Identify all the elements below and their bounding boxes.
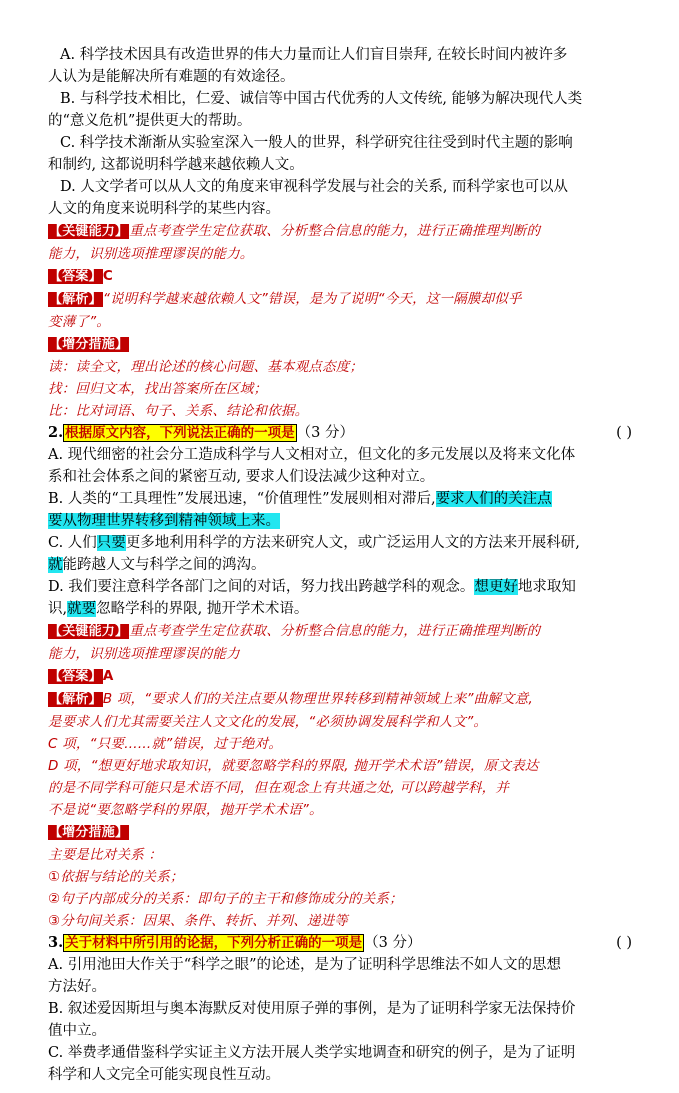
- q2-ability-text: 重点考查学生定位获取、分析整合信息的能力，进行正确推理判断的: [129, 623, 541, 639]
- q2-explain-d3: 不是说“要忽略学科的界限，抛开学术术语”。: [48, 802, 323, 818]
- q1-explain-line2: 变薄了”。: [48, 314, 110, 330]
- q2-option-c-line1: [48, 532, 638, 554]
- q3-option-b-line2: 值中立。: [48, 1023, 106, 1039]
- q1-option-c-line1: C. 科学技术渐渐从实验室深入一般人的世界，科学研究往往受到时代主题的影响: [60, 135, 573, 151]
- q2-option-d-line1: [48, 576, 638, 598]
- answer-tag: 【答案】: [49, 269, 102, 284]
- q2-stem: 根据原文内容，下列说法正确的一项是: [65, 425, 295, 441]
- q2-option-c-text-3: 能跨越人文与科学之间的鸿沟。: [62, 557, 266, 573]
- q2-answer-paren: ( ): [616, 425, 632, 441]
- q3-stem-line: [48, 932, 638, 954]
- q2-option-d-text: D. 我们要注意科学各部门之间的对话，努力找出跨越学科的观念。: [48, 579, 475, 595]
- q1-answer-line: [48, 265, 638, 288]
- q1-option-d-line1: D. 人文学者可以从人文的角度来审视科学发展与社会的关系, 而科学家也可以从: [60, 179, 569, 195]
- explain-tag-2: 【解析】: [49, 692, 102, 707]
- q2-option-c-highlight: 只要: [96, 535, 126, 551]
- q2-score: （3 分）: [296, 425, 354, 441]
- q3-option-a-line2: 方法好。: [48, 979, 106, 995]
- measure-tag: 【增分措施】: [49, 337, 129, 352]
- q2-explain-d2: 的是不同学科可能只是术语不同，但在观念上有共通之处, 可以跨越学科，并: [48, 780, 510, 796]
- q1-measure-tag-line: [48, 333, 638, 356]
- q2-option-d-text-3: 识,: [48, 601, 68, 617]
- q2-option-a-line2: 系和社会体系之间的紧密互动, 要求人们设法减少这种对立。: [48, 469, 435, 485]
- q2-measure-1: ①依据与结论的关系；: [48, 869, 184, 885]
- q2-option-d-highlight-2: 就要: [67, 601, 97, 617]
- q2-option-d-text-4: 忽略学科的界限, 抛开学术术语。: [96, 601, 309, 617]
- q2-option-d-text-2: 地求取知: [517, 579, 576, 595]
- q2-measure-intro: 主要是比对关系 ：: [48, 847, 163, 863]
- q1-ability-line2: 能力，识别选项推理谬误的能力。: [48, 246, 254, 262]
- q2-option-a-line1: A. 现代细密的社会分工造成科学与人文相对立，但文化的多元发展以及将来文化体: [48, 447, 576, 463]
- q2-answer-line: [48, 665, 638, 688]
- q2-ability-line1: [48, 620, 638, 643]
- q2-option-d-line2: [48, 598, 638, 620]
- q2-option-b-text: B. 人类的“工具理性”发展迅速，“价值理性”发展则相对滞后,: [48, 491, 436, 507]
- q2-option-d-highlight: 想更好: [474, 579, 518, 595]
- q2-measure-2: ②句子内部成分的关系：即句子的主干和修饰成分的关系；: [48, 891, 403, 907]
- q1-option-b-line2: 的“意义危机”提供更大的帮助。: [48, 113, 252, 129]
- q1-measure-compare: 比：比对词语、句子、关系、结论和依据。: [48, 403, 309, 419]
- q2-explain-line2: 是要求人们尤其需要关注人文文化的发展，“必须协调发展科学和人文”。: [48, 714, 488, 730]
- explain-tag: 【解析】: [49, 292, 102, 307]
- q2-option-c-highlight-2: 就: [48, 557, 63, 573]
- q1-option-a-line1: A. 科学技术因具有改造世界的伟大力量而让人们盲目崇拜, 在较长时间内被许多: [60, 47, 568, 63]
- q2-option-b-highlight-2: 要从物理世界转移到精神领域上来。: [48, 513, 280, 529]
- q1-explain-text: “说明科学越来越依赖人文”错误，是为了说明“今天，这一隔膜却似乎: [102, 291, 522, 307]
- q2-option-c-text-2: 更多地利用科学的方法来研究人文，或广泛运用人文的方法来开展科研,: [125, 535, 580, 551]
- q2-number: 2.: [48, 424, 64, 441]
- q2-measure-3: ③分句间关系：因果、条件、转折、并列、递进等: [48, 913, 349, 929]
- q3-stem: 关于材料中所引用的论据，下列分析正确的一项是: [65, 935, 363, 951]
- q1-ability-line1: [48, 220, 638, 243]
- q1-ability-text: 重点考查学生定位获取、分析整合信息的能力，进行正确推理判断的: [129, 223, 541, 239]
- q2-stem-line: [48, 422, 638, 444]
- q2-answer: A: [102, 668, 114, 684]
- q3-option-c-line2: 科学和人文完全可能实现良性互动。: [48, 1067, 280, 1083]
- q3-option-c-line1: C. 举费孝通借鉴科学实证主义方法开展人类学实地调查和研究的例子，是为了证明: [48, 1045, 576, 1061]
- q2-ability-line2: 能力，识别选项推理谬误的能力: [48, 646, 240, 662]
- q3-option-b-line1: B. 叙述爱因斯坦与奥本海默反对使用原子弹的事例，是为了证明科学家无法保持价: [48, 1001, 576, 1017]
- key-ability-tag: 【关键能力】: [49, 224, 129, 239]
- q2-explain-c: C 项，“只要……就”错误，过于绝对。: [48, 736, 283, 752]
- q1-option-b-line1: B. 与科学技术相比，仁爱、诚信等中国古代优秀的人文传统, 能够为解决现代人类: [60, 91, 583, 107]
- q1-option-a-line2: 人认为是能解决所有难题的有效途径。: [48, 69, 295, 85]
- q3-number: 3.: [48, 934, 64, 951]
- q3-score: （3 分）: [364, 935, 422, 951]
- q1-answer: C: [102, 268, 113, 284]
- q2-explain-b: B 项，“要求人们的关注点要从物理世界转移到精神领域上来”曲解文意,: [102, 691, 533, 707]
- answer-tag-2: 【答案】: [49, 669, 102, 684]
- measure-tag-2: 【增分措施】: [49, 825, 129, 840]
- q2-option-b-highlight: 要求人们的关注点: [435, 491, 552, 507]
- q2-option-c-line2: [48, 554, 638, 576]
- q2-option-c-text: C. 人们: [48, 535, 97, 551]
- q2-option-b-line1: [48, 488, 638, 510]
- q2-explain-line1: [48, 688, 638, 711]
- q2-option-b-line2: [48, 510, 638, 532]
- q3-option-a-line1: A. 引用池田大作关于“科学之眼”的论述，是为了证明科学思维法不如人文的思想: [48, 957, 562, 973]
- q1-measure-find: 找：回归文本，找出答案所在区域；: [48, 381, 268, 397]
- key-ability-tag-2: 【关键能力】: [49, 624, 129, 639]
- q3-answer-paren: ( ): [616, 935, 632, 951]
- q1-option-d-line2: 人文的角度来说明科学的某些内容。: [48, 201, 280, 217]
- q1-measure-read: 读：读全文，理出论述的核心问题、基本观点态度；: [48, 359, 364, 375]
- q1-option-c-line2: 和制约, 这都说明科学越来越依赖人文。: [48, 157, 304, 173]
- q1-explain-line1: [48, 288, 638, 311]
- exam-page: [48, 44, 638, 1086]
- q2-measure-tag-line: [48, 821, 638, 844]
- q2-explain-d1: D 项，“想更好地求取知识，就要忽略学科的界限, 抛开学术术语”错误，原文表达: [48, 758, 539, 774]
